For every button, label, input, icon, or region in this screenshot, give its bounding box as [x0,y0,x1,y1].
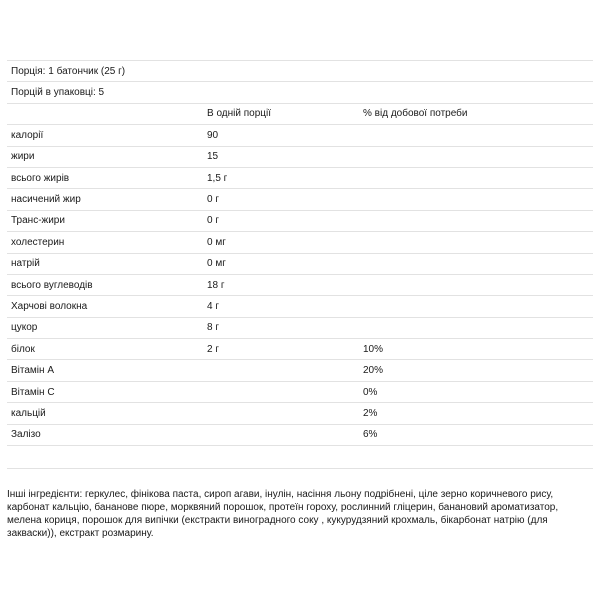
table-row [7,360,593,381]
table-row [7,381,593,402]
nutrient-daily-value [359,125,593,146]
table-row [7,339,593,360]
nutrient-amount: 1,5 г [203,167,359,188]
table-row [7,189,593,210]
nutrient-amount: 15 [203,146,359,167]
nutrient-daily-value: 10% [359,339,593,360]
nutrient-name: Вітамін А [7,360,203,381]
nutrient-daily-value [359,317,593,338]
nutrient-daily-value [359,253,593,274]
nutrient-name: насичений жир [7,189,203,210]
nutrient-name: холестерин [7,232,203,253]
nutrient-amount [203,360,359,381]
table-row [7,232,593,253]
table-row [7,424,593,445]
table-header-row [7,103,593,124]
nutrient-name: цукор [7,317,203,338]
nutrient-amount: 18 г [203,274,359,295]
nutrient-name: всього вуглеводів [7,274,203,295]
nutrient-daily-value [359,274,593,295]
table-row [7,403,593,424]
nutrient-amount: 2 г [203,339,359,360]
servings-per-package: Порцій в упаковці: 5 [7,82,593,103]
table-spacer-row [7,446,593,469]
table-row [7,317,593,338]
nutrient-amount [203,381,359,402]
nutrient-amount: 0 г [203,189,359,210]
ingredients-text: Інші інгредієнти: геркулес, фінікова паста, сироп агави, інулін, насіння льону подрібнені, ціле зерно коричневого рису, карбонат кальцію, бананове пюре, морквяний порошок, протеїн гороху, рослинний гліцерин, банановий ароматизатор, мелена кориця, порошок для випічки (екстракти виноградного соку , кукурудзяний крохмаль, бікарбонат натрію (для закваски)), екстракт розмарину. [7,489,559,539]
nutrient-name: Харчові волокна [7,296,203,317]
nutrient-daily-value: 6% [359,424,593,445]
nutrient-name: Залізо [7,424,203,445]
nutrient-daily-value [359,296,593,317]
nutrient-name: кальцій [7,403,203,424]
header-empty-cell [7,103,203,124]
nutrient-daily-value: 0% [359,381,593,402]
serving-size: Порція: 1 батончик (25 г) [7,61,593,82]
nutrient-daily-value [359,210,593,231]
header-per-serving: В одній порції [203,103,359,124]
table-row [7,125,593,146]
nutrient-name: калорії [7,125,203,146]
nutrition-table [7,60,593,469]
table-row [7,146,593,167]
servings-per-package-row [7,82,593,103]
nutrient-amount: 0 мг [203,253,359,274]
table-row [7,274,593,295]
nutrient-amount: 8 г [203,317,359,338]
nutrient-daily-value: 20% [359,360,593,381]
table-row [7,167,593,188]
nutrient-amount [203,403,359,424]
table-row [7,210,593,231]
header-daily-value: % від добової потреби [359,103,593,124]
nutrient-amount [203,424,359,445]
table-row [7,253,593,274]
nutrient-amount: 4 г [203,296,359,317]
nutrient-name: всього жирів [7,167,203,188]
nutrient-daily-value [359,167,593,188]
nutrient-daily-value [359,189,593,210]
nutrient-name: натрій [7,253,203,274]
nutrient-amount: 0 мг [203,232,359,253]
nutrient-daily-value [359,146,593,167]
nutrient-name: Вітамін С [7,381,203,402]
nutrient-daily-value: 2% [359,403,593,424]
nutrient-name: жири [7,146,203,167]
nutrient-amount: 90 [203,125,359,146]
nutrient-name: Транс-жири [7,210,203,231]
nutrient-amount: 0 г [203,210,359,231]
table-row [7,296,593,317]
nutrient-name: білок [7,339,203,360]
nutrient-daily-value [359,232,593,253]
serving-size-row [7,61,593,82]
